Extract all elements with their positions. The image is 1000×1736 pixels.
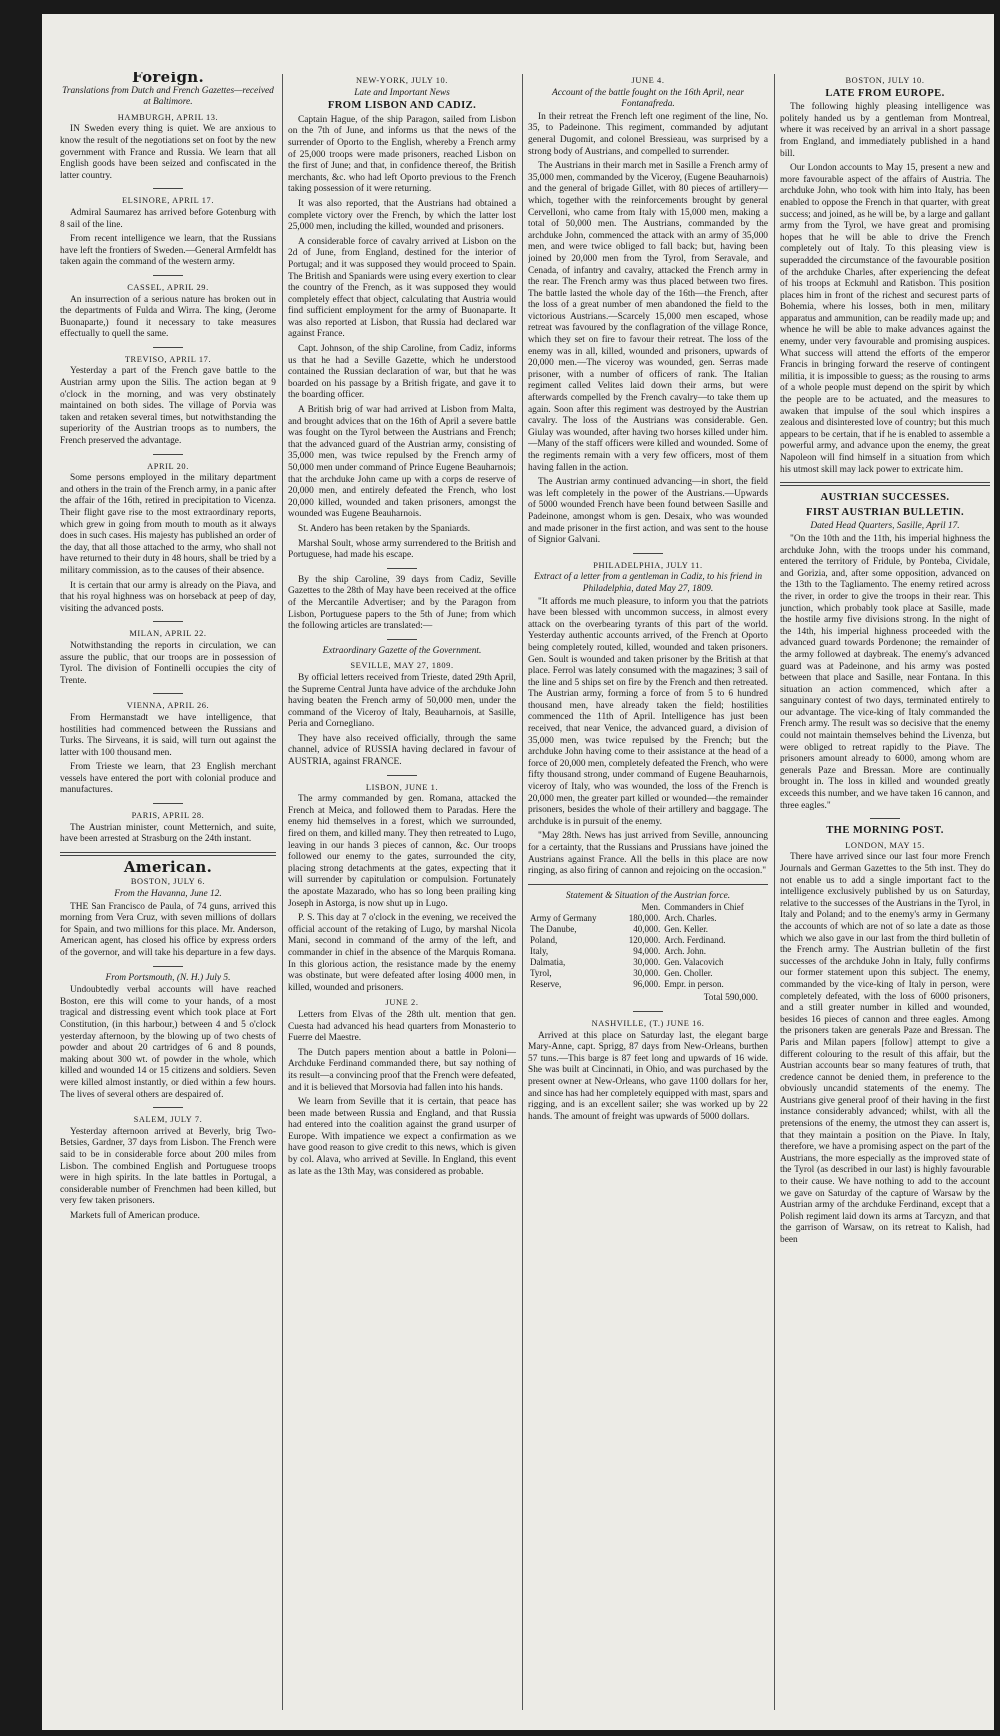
divider	[528, 884, 768, 885]
paragraph: St. Andero has been retaken by the Spaniards.	[298, 523, 471, 534]
subheading: Late and Important News	[354, 87, 450, 98]
table-row	[528, 946, 768, 957]
austrian-force-table	[528, 902, 768, 990]
paragraph: Yesterday a part of the French gave battle to the Austrian army upon the Silis. The action began at 9 o'clock in the morning, and was very obstinately maintained on both sides. The village of Porvia was taken and retaken several times, but notwithstanding the superiority of the Austrian troops as to numbers, the French preserved the advantage.	[60, 366, 276, 447]
american-section-title: American.	[123, 857, 213, 876]
dispatch-subheading: From the Havanna, June 12.	[114, 889, 222, 900]
table-row	[528, 935, 768, 946]
table-cell: Dalmatia,	[530, 957, 566, 968]
paragraph: An insurrection of a serious nature has broken out in the departments of Fulda and Wirra. The king, (Jerome Buonaparte,) found it necessary to take measures effectually to quell the same.	[60, 294, 276, 340]
paragraph: From recent intelligence we learn, that the Russians have left the frontiers of Sweden.—General Armfeldt has taken again the command of the western army.	[60, 234, 276, 268]
paragraph: It is certain that our army is already on the Piava, and that his royal highness was on horseback at peep of day, visiting the advanced posts.	[60, 580, 276, 614]
force-table-title: Statement & Situation of the Austrian force.	[565, 890, 731, 901]
column-foreign-american	[60, 72, 276, 1716]
divider	[153, 454, 183, 455]
paragraph: It was also reported, that the Austrians had obtained a complete victory over the French, by which the latter lost 25,000 men, including the killed, wounded and prisoners.	[288, 198, 516, 233]
bulletin-body	[780, 534, 990, 812]
paragraph: THE San Francisco de Paula, of 74 guns, arrived this morning from Vera Cruz, with seven millions of dollars for Spain, and two millions for this place. Mr. Anderson, American agent, has closed his office by express orders of the governor, and will take his departure in a few days.	[60, 901, 276, 958]
divider	[387, 639, 417, 640]
section-divider	[780, 482, 990, 486]
dateline-june-2: JUNE 2.	[385, 998, 419, 1008]
dispatch-dateline: ELSINORE, APRIL 17.	[121, 196, 215, 206]
headline-morning-post: THE MORNING POST.	[826, 825, 944, 837]
table-cell: Army of Germany	[530, 913, 597, 924]
table-row	[528, 913, 768, 924]
foreign-intro: Translations from Dutch and French Gazettes—received at Baltimore.	[62, 85, 274, 108]
divider	[153, 1107, 183, 1108]
paragraph: There have arrived since our last four more French Journals and German Gazettes to the 5th inst. They do not enable us to add a single important fact to the intelligence exclusively published by us on Saturday, relative to the successes of the Austrians in the Tyrol, in Italy and Poland; and to the enemy's army in Germany the accounts of which are not of so late a date as those which we also gave in our last from the third bulletin of the French army. The Austrian bulletin of the first successes of the archduke John in Italy, fully confirms our former statement upon this subject. The enemy, commanded by the vice-king of Italy in person, were completely defeated, with the loss of 6000 prisoners, and a still greater number in killed and wounded, besides 16 pieces of cannon and three eagles. Among the prisoners taken are generals Paze and Bressan. The Paris and Milan papers [follow] attempt to give a different colouring to the result of this affair, but the Austrian accounts bear so many features of truth, that credence cannot be denied them, in preference to the obviously uncandid statements of the enemy. The Austrians give general proof of their having in the first instance considerably advanced; whilst, with all the pretensions of the enemy, the utmost they can assert is, that they maintain a position on the Piave. In Italy, therefore, we have a promising aspect on the part of the Austrians, the more especially as the improved state of the Tyrol (as described in our last) is highly favourable to their cause. We have nothing to add to the account we gave on Saturday of the capture of Warsaw by the Austrian army of the archduke Ferdinand, except that a Polish regiment laid down its arms at Tarcyzn, and that the garrison of Warsaw, on its retreat to Kalish, had been	[780, 852, 990, 1245]
dispatch-subheading: From Portsmouth, (N. H.) July 5.	[105, 972, 231, 983]
bulletin-dateline: Dated Head Quarters, Sasille, April 17.	[810, 521, 960, 532]
table-row	[528, 957, 768, 968]
dispatch-dateline: BOSTON, JULY 6.	[130, 877, 206, 887]
paragraph: A considerable force of cavalry arrived at Lisbon on the 2d of June, from England, destined for the interior of Portugal; and it was supposed they would proceed to Spain. The British and Spaniards were using every exertion to clear the country of the French, as it was supposed they would completely effect that object, calculating that Austria would find sufficient employment for the army of Buonaparte. It was also reported at Lisbon, that Russia had declared war against France.	[288, 236, 516, 340]
dispatch-dateline: APRIL 20.	[147, 461, 189, 471]
paragraph: Yesterday afternoon arrived at Beverly, brig Two-Betsies, Gardner, 37 days from Lisbon. The French were said to be in considerable force about 200 miles from Lisbon. The combined English and Portuguese troops were in high spirits. In the late battles in Portugal, a considerable number of Frenchmen had been killed, but very few taken prisoners.	[60, 1126, 276, 1207]
divider	[387, 568, 417, 569]
paragraph: Admiral Saumarez has arrived before Gotenburg with 8 sail of the line.	[60, 207, 276, 230]
left-scan-margin	[0, 0, 42, 1736]
paragraph: From Hermanstadt we have intelligence, that hostilities had commenced between the Russians and Turks. The Sirveans, it is said, will turn out against the latter with 100 thousand men.	[60, 712, 276, 758]
table-cell: Gen. Keller.	[664, 924, 708, 935]
paragraph: Letters from Elvas of the 28th ult. mention that gen. Cuesta had advanced his head quarters from Monasterio to Fuerre del Maestre.	[288, 1009, 516, 1044]
section-divider	[60, 852, 276, 856]
paragraph: "May 28th. News has just arrived from Seville, announcing for a certainty, that the Russians and Prussians have joined the Austrians against France. All the bells in this place are now ringing, as also firing of cannon and rejoicing on the occasion."	[528, 831, 768, 877]
dateline-nashville: NASHVILLE, (T.) JUNE 16.	[591, 1018, 705, 1028]
caroline-paragraph: By the ship Caroline, 39 days from Cadiz, Seville Gazettes to the 28th of May have been received at the office of the Mercantile Advertiser; and by the Paragon from Lisbon, Portuguese papers to the 5th of June; from which the following articles are translated:—	[288, 574, 516, 632]
paragraph: Capt. Johnson, of the ship Caroline, from Cadiz, informs us that he had a Seville Gazette, which he understood contained the Russian declaration of war, but that he was boarded on his passage by a British frigate, and gave it to the boarding officer.	[288, 344, 516, 401]
paragraph: We learn from Seville that it is certain, that peace has been made between Russia and England, and that Russia had entered into the coalition against the grand usurper of Europe. With impatience we expect a confirmation as we have good reason to give credit to this news, which is given by col. Alava, who arrived at Seville. In England, this event as late as the 13th May, was considered as probable.	[288, 1097, 516, 1177]
table-cell: Gen. Valacovich	[664, 957, 724, 968]
divider	[633, 553, 663, 554]
dateline-lisbon: LISBON, JUNE 1.	[365, 782, 439, 792]
american-dispatches	[60, 876, 276, 1222]
june2-body	[288, 1010, 516, 1178]
table-cell: Tyrol,	[530, 968, 552, 979]
foreign-dispatches	[60, 112, 276, 846]
paragraph: Some persons employed in the military department and others in the train of the French army, in a panic after the affair of the 16th, retired in precipitation to Vicenza. Their flight gave rise to the most extraordinary reports, which grew in going from mouth to mouth as it always does in such cases. His majesty has published an order of the day, that all those attached to the army, who shall not have returned to their duty in 48 hours, shall be tried by a military commission, as to the causes of their absence.	[60, 473, 276, 576]
battle-body	[528, 112, 768, 547]
column-rule	[774, 74, 775, 1710]
table-cell: 30,000.	[633, 957, 661, 968]
paragraph: P. S. This day at 7 o'clock in the evening, we received the official account of the retaking of Lugo, by marshal Nicola Mani, second in command of the army of the left, and commander in chief in the absence of the Marquis Romana. In this glorious action, the resistance made by the enemy was obstinate, but were defeated after losing 4000 men, in killed, wounded and prisoners.	[288, 913, 516, 993]
europe-body	[780, 102, 990, 476]
column-rule	[282, 74, 283, 1710]
table-cell: 180,000.	[628, 913, 661, 924]
dateline-seville: SEVILLE, MAY 27, 1809.	[350, 661, 454, 671]
paragraph: The following highly pleasing intelligence was politely handed us by a gentleman from Montreal, where it was received by an arrival in a short passage from England, and immediately published in a hand bill.	[780, 102, 990, 159]
table-cell: Arch. Charles.	[664, 913, 717, 924]
dispatch-dateline: CASSEL, APRIL 29.	[127, 282, 209, 292]
column-battle-account	[528, 72, 768, 1716]
paragraph: The Austrians in their march met in Sasille a French army of 35,000 men, commanded by the Viceroy, (Eugene Beauharnois) and the general of brigade Gillet, with 80 pieces of artillery—which, together with the reinforcements brought by general Cervelloni, who came from Italy with 15,000 men, making a total of 50,000 men. The Austrians, commanded by the archduke John, commenced the attack with an army of 35,000 men, and were twice obliged to fall back; but, having been joined by 20,000 men from the Tyrol, from Seravale, and Cenada, of infantry and cavalry, attacked the French army in the rear. The French army was thus placed between two fires. The battle lasted the whole day of the 16th—the French, after the loss of a great number of men abandoned the field to the victorious Austrians.—Scarcely 15,000 men escaped, whose retreat was favoured by the conflagration of the village Ronce, which they set on fire to favour their retreat. The loss of the enemy was in all, killed, wounded and prisoners, upwards of 20,000 men.—The viceroy was wounded, gen. Serras made prisoner, with a number of officers of rank. The Italian regiment called Velites laid down their arms, but were afterwards compelled by the French cavalry—to take them up again. Soon after this regiment was destroyed by the Austrian cavalry. The loss of the Austrians was considerable. Gen. Giulay was wounded, after having two horses killed under him.—Many of the staff officers were killed and wounded. Some of the regiments remain with a very few officers, most of them having fallen in the action.	[528, 161, 768, 473]
paragraph: Arrived at this place on Saturday last, the elegant barge Mary-Anne, capt. Sprigg, 87 days from New-Orleans, burthen 57 tuns.—This barge is 87 feet long and upwards of 16 wide. She was built at Cincinnati, in Ohio, and was purchased by the present owner at New-Orleans, who gave 1100 dollars for her, and since has had her completely equipped with mast, spars and rigging, and is an excellent sailer; she was worked up by 22 hands. The amount of freight was upwards of 5000 dollars.	[528, 1030, 768, 1122]
paragraph: They have also received officially, through the same channel, advice of RUSSIA having declared in favour of AUSTRIA, against FRANCE.	[288, 733, 516, 768]
table-header-cell: Men.	[641, 902, 661, 913]
table-total: Total 590,000.	[703, 993, 758, 1004]
dispatch-dateline: TREVISO, APRIL 17.	[124, 354, 212, 364]
paragraph: The Austrian minister, count Metternich, and suite, have been arrested at Strasburg on the 24th instant.	[60, 822, 276, 845]
dispatch-dateline: HAMBURGH, APRIL 13.	[117, 112, 219, 122]
table-row	[528, 924, 768, 935]
divider	[153, 188, 183, 189]
table-cell: 40,000.	[633, 924, 661, 935]
table-cell: 30,000.	[633, 968, 661, 979]
letter-body	[528, 597, 768, 878]
paragraph: In their retreat the French left one regiment of the line, No. 35, to Padeinone. This regiment, commanded by adjutant general Dugomit, and colonel Bressieau, was surprised by a strong body of Austrians, and compelled to surrender.	[528, 111, 768, 157]
table-row	[528, 968, 768, 979]
nashville-body	[528, 1031, 768, 1124]
table-cell: Italy,	[530, 946, 549, 957]
paragraph: Undoubtedly verbal accounts will have reached Boston, ere this will come to your hands, of a most tragical and distressing event which took place at Fort Constitution, (in this harbour,) between 4 and 5 o'clock yesterday afternoon, by the blowing up of two chests of powder and about 20 cartridges of 6 and 8 pounds, making about 300 wt. of powder in the whole, which killed and wounded 14 or 15 citizens and soldiers. Seven were killed almost instantly, or died within a few hours. The lives of several others are despaired of.	[60, 985, 276, 1100]
dateline-boston: BOSTON, JULY 10.	[845, 76, 925, 85]
article-body	[288, 115, 516, 562]
dateline-new-york: NEW-YORK, JULY 10.	[356, 76, 448, 85]
paragraph: Marshal Soult, whose army surrendered to the British and Portuguese, had made his escape.	[288, 538, 516, 561]
paragraph: The Dutch papers mention about a battle in Poloni—Archduke Ferdinand commanded there, but say nothing of its result—a convincing proof that the French were defeated, and it is believed that Morsovia had fallen into his hands.	[288, 1047, 516, 1093]
dispatch-dateline: VIENNA, APRIL 26.	[126, 701, 210, 711]
table-cell: Arch. John.	[664, 946, 706, 957]
paragraph: The Austrian army continued advancing—in short, the field was left completely in the power of the Austrians.—Upwards of 5000 wounded French have been found between Sasille and Padeinone, amongst whom is gen. Desaix, who was wounded and made prisoner in the first action, and was sent to the house of Signior Galvani.	[528, 477, 768, 546]
dispatch-dateline: PARIS, APRIL 28.	[131, 811, 205, 821]
paragraph: Markets full of American produce.	[70, 1210, 200, 1221]
paragraph: Captain Hague, of the ship Paragon, sailed from Lisbon on the 7th of June, and informs us that the news of the surrender of Oporto to the English, whereby a French army of 25,000 troops were made prisoners, reached Lisbon on the first of June; and that, in confidence thereof, the British merchants, &c. who had left Oporto previous to the French taking possession of it were returning.	[288, 114, 516, 195]
dateline-june-4: JUNE 4.	[631, 76, 665, 85]
divider	[153, 966, 183, 967]
divider	[153, 803, 183, 804]
dispatch-dateline: SALEM, JULY 7.	[133, 1115, 203, 1125]
divider	[153, 347, 183, 348]
table-header-row	[528, 902, 768, 913]
battle-subheading: Account of the battle fought on the 16th April, near Fontanafreda.	[552, 87, 744, 110]
divider	[633, 1011, 663, 1012]
table-cell: 96,000.	[633, 979, 661, 990]
headline: FROM LISBON AND CADIZ.	[327, 100, 477, 112]
headline-late-from-europe: LATE FROM EUROPE.	[825, 87, 945, 99]
table-cell: The Danube,	[530, 924, 577, 935]
lisbon-body	[288, 794, 516, 994]
newspaper-page	[42, 14, 994, 1730]
dateline-philadelphia: PHILADELPHIA, JULY 11.	[593, 560, 703, 570]
divider	[387, 775, 417, 776]
divider	[870, 818, 900, 819]
paragraph: Notwithstanding the reports in circulation, we can assure the public, that our troops are in possession of Tyrol. The division of Fontinelli occupies the city of Trente.	[60, 640, 276, 686]
paragraph: From Trieste we learn, that 23 English merchant vessels have entered the port with colonial produce and manufactures.	[60, 762, 276, 796]
column-lisbon-cadiz	[288, 72, 516, 1716]
table-body	[528, 913, 768, 990]
table-cell: Empr. in person.	[664, 979, 724, 990]
divider	[153, 275, 183, 276]
table-row	[528, 979, 768, 990]
headline-austrian-successes: AUSTRIAN SUCCESSES.	[820, 492, 950, 504]
table-header-cell	[528, 902, 617, 913]
table-cell: 120,000.	[628, 935, 661, 946]
paragraph: Our London accounts to May 15, present a new and more favourable aspect of the affairs of Austria. The archduke John, who took with him into Italy, has been enabled to oppose the French in that quarter, with great success; and joined, as he will be, by a large and gallant army from the Tyrol, we have great and promising hopes that he will be able to drive the French completely out of Italy. To this pleasing view is superadded the circumstance of the favourable position of the archduke Charles, after experiencing the defeat of his troops at Eckmuhl and Ratisbon. This position places him in front of the richest and securest parts of Bohemia, where his losses, both in men, military apparatus and ammunition, can be readily made up; and whence he will be able to make advances against the enemy, under very favourable and promising auspices. What success will attend the efforts of the emperor Francis in bringing forward the reserve of contingent militia, it is impossible to guess; as the rousing to arms of a whole people must depend on the spirit by which the people are to be actuated, and the measures to awaken that impulse of the soul which inspires a zealous and disinterested love of country; but this much appears to be certain, that if he is enabled to assemble a powerful army, and advance upon the enemy, the great Napoleon will find himself in a situation from which his utmost skill may lack power to extricate him.	[780, 163, 990, 475]
headline-first-bulletin: FIRST AUSTRIAN BULLETIN.	[805, 506, 965, 518]
divider	[153, 693, 183, 694]
table-header-cell: Commanders in Chief	[664, 902, 744, 913]
paragraph: The army commanded by gen. Romana, attacked the French at Meica, and followed them to Paradas. Here the enemy hid themselves in a forest, which we surrounded, fired on them, and killed many. They then retreated to Lugo, leaving in our hands 3 pieces of cannon, &c. Our troops followed our enemy to the gates, surrounded the city, placing strong detachments at the gates, expecting that it will surrender by capitulation or compulsion. Fortunately the apostate Mazarado, who has so long been prailing king Joseph in Astorga, is now shut up in Lugo.	[288, 794, 516, 909]
dateline-london: LONDON, MAY 15.	[845, 840, 925, 850]
foreign-section-title: Foreign.	[132, 72, 204, 86]
seville-body	[288, 673, 516, 769]
dispatch-dateline: MILAN, APRIL 22.	[129, 629, 207, 639]
gazette-title: Extraordinary Gazette of the Government.	[322, 645, 482, 656]
paragraph: IN Sweden every thing is quiet. We are anxious to know the result of the negotiations set on foot by the new government with France and Russia. We learn that all English goods have been seized and confiscated in the latter country.	[60, 124, 276, 181]
morning-post-body	[780, 852, 990, 1246]
table-cell: 94,000.	[633, 946, 661, 957]
paragraph: By official letters received from Trieste, dated 29th April, the Supreme Central Junta have advice of the archduke John having beaten the French army of 50,000 men, under the command of the Viceroy of Italy, Beauharnois, at Sasille, Peria and Cornegliano.	[288, 672, 516, 730]
letter-subheading: Extract of a letter from a gentleman in Cadiz, to his friend in Philadelphia, dated May 27, 1809.	[533, 572, 763, 594]
paragraph: "On the 10th and the 11th, his imperial highness the archduke John, with the troops under his command, entered the territory of Fridule, by Ponteba, Cividale, and Gorizia, and, after some opposition, advanced on the 13th to the Tagliamento. The enemy retired across the river, in order to give the troops in their rear. This junction, which probably took place at Sasille, made the hostile army five divisions strong. In the night of the 14th, his imperial highness proceeded with the advanced guard towards Pordenone; the remainder of the army followed at daybreak. The enemy's advanced guard was at Padeinone, and his army was posted between that place and Sasille, near Fontana. In this situation an action commenced, which after a sanguinary contest of two days, terminated entirely to our advantage. The vice-king of Italy commanded the French army. The result was so decisive that the enemy could not maintain themselves behind the Livenza, but were obliged to retreat rapidly to the Piave. The prisoners amount already to 6000, among whom are generals Paze and Bressan. More are continually brought in. The loss in killed and wounded greatly exceeds this number, and we have taken 16 cannon, and three eagles."	[780, 533, 990, 811]
table-cell: Gen. Choller.	[664, 968, 713, 979]
paragraph: A British brig of war had arrived at Lisbon from Malta, and brought advices that on the 16th of April a severe battle was fought on the Tyrol between the Austrians and French; that the advanced guard of the Austrian army, consisting of 35,000 men, was twice repulsed by the French army of 50,000 men under command of Prince Eugene Beauharnois; that the archduke John came up with a corps de reserve of 20,000 men, and entirely defeated the French, who lost 20,000 killed, wounded and taken prisoners, amongst the wounded was Eugene Beauharnois.	[288, 405, 516, 520]
paragraph: "It affords me much pleasure, to inform you that the patriots have been blessed with uncommon success, in almost every attack on the overbearing tyrants of this part of the world. Yesterday authentic accounts arrived, of the French at Oporto being completely routed, killed, wounded and taken prisoners. Gen. Soult is wounded and taken prisoner by the British at that place. Ferrol was lately consumed with the magazines; 3 sail of the line and 5 ships set on fire by the French and then retreated. The Austrian army, forming a force of from 5 to 6 hundred thousand men, have already taken the field; hostilities commenced the 11th of April. Intelligence has just been received, that near Venice, the advanced guard, a division of 35,000 men, was twice repulsed by the French; but the archduke John having come to their assistance at the head of a force of 20,000 men, completely defeated the French, who were fifty thousand strong, under command of Eugene Beauharnois, viceroy of Italy, who was wounded, the loss of the French is 20,000 men, the greater part killed or wounded—the remainder prisoners, besides the whole of their artillery and baggage. The archduke is in pursuit of the enemy.	[528, 596, 768, 827]
column-late-from-europe	[780, 72, 990, 1716]
column-rule	[522, 74, 523, 1710]
divider	[153, 621, 183, 622]
table-cell: Poland,	[530, 935, 558, 946]
table-cell: Reserve,	[530, 979, 562, 990]
table-cell: Arch. Ferdinand.	[664, 935, 726, 946]
